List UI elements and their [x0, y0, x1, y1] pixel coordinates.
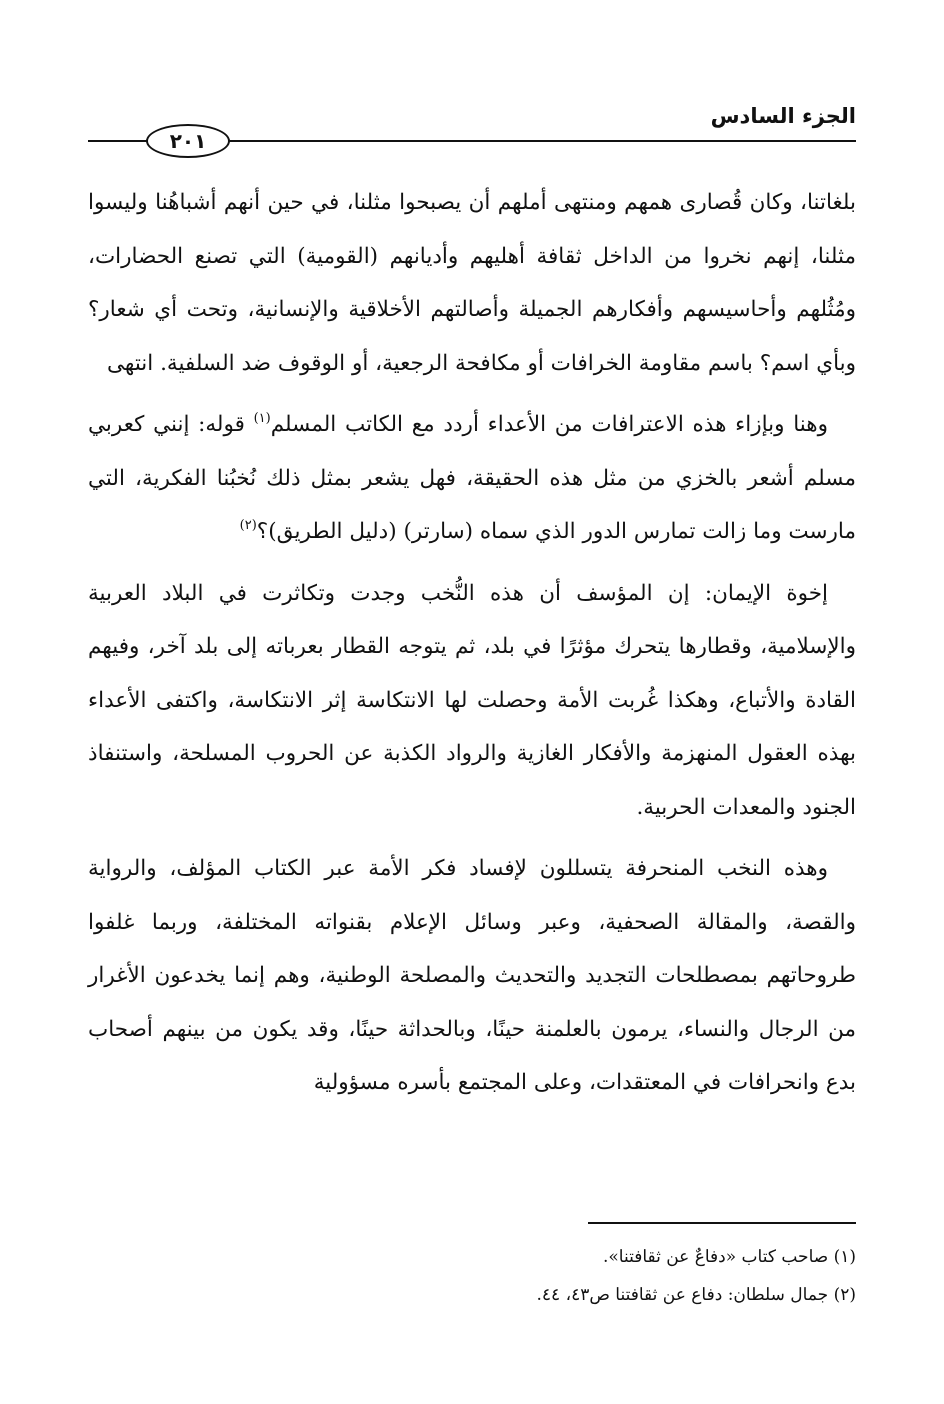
footnote-2: (٢) جمال سلطان: دفاع عن ثقافتنا ص٤٣، ٤٤.: [536, 1285, 856, 1305]
paragraph-2-part-1: وهنا وبإزاء هذه الاعترافات من الأعداء أردد مع الكاتب المسلم: [270, 412, 828, 437]
footnotes: [88, 1238, 856, 1314]
paragraph-4: وهذه النخب المنحرفة يتسللون لإفساد فكر الأمة عبر الكتاب المؤلف، والرواية والقصة، والمقالة الصحفية، وعبر وسائل الإعلام بقنواته المختلفة، وربما غلفوا طروحاتهم بمصطلحات التجديد والتحديث والمصلحة الوطنية، وهم إنما يخدعون الأغرار من الرجال والنساء، يرمون بالعلمنة حينًا، وبالحداثة حينًا، وقد يكون من بينهم أصحاب بدع وانحرافات في المعتقدات، وعلى المجتمع بأسره مسؤولية: [88, 856, 856, 1095]
paragraph-2-part-2: قوله: إنني كعربي مسلم أشعر بالخزي من مثل هذه الحقيقة، فهل يشعر بمثل ذلك نُخبُنا الفكرية، التي مارست وما زالت تمارس الدور الذي سماه (سارتر) (دليل الطريق)؟: [88, 412, 856, 544]
paragraph-1: بلغاتنا، وكان قُصارى همهم ومنتهى أملهم أن يصبحوا مثلنا، في حين أنهم أشباهُنا وليسوا مثلنا، إنهم نخروا من الداخل ثقافة أهليهم وأديانهم (القومية) التي تصنع الحضارات، ومُثُلهم وأحاسيسهم وأفكارهم الجميلة وأصالتهم الأخلاقية والإنسانية، وتحت أي شعار؟ وبأي اسم؟ باسم مقاومة الخرافات أو مكافحة الرجعية، أو الوقوف ضد السلفية. انتهى: [88, 190, 856, 376]
paragraph-2: [88, 398, 856, 559]
running-header-title: الجزء السادس: [710, 104, 856, 128]
paragraph-3: إخوة الإيمان: إن المؤسف أن هذه النُّخب وجدت وتكاثرت في البلاد العربية والإسلامية، وقطارها يتحرك مؤثرًا في بلد، ثم يتوجه القطار بعرباته إلى بلد آخر، وفيهم القادة والأتباع، وهكذا غُربت الأمة وحصلت لها الانتكاسة إثر الانتكاسة، واكتفى الأعداء بهذه العقول المنهزمة والأفكار الغازية والرواد الكذبة عن الحروب المسلحة، واستنفاذ الجنود والمعدات الحربية.: [88, 580, 856, 820]
footnote-separator: [588, 1222, 856, 1224]
page-number: ٢٠١: [146, 124, 230, 158]
footnote-ref-1[interactable]: (١): [253, 411, 271, 426]
footnote-ref-2[interactable]: (٢): [239, 518, 257, 533]
footnote-1: (١) صاحب كتاب «دفاعٌ عن ثقافتنا».: [602, 1247, 856, 1267]
main-text: [88, 176, 856, 1110]
